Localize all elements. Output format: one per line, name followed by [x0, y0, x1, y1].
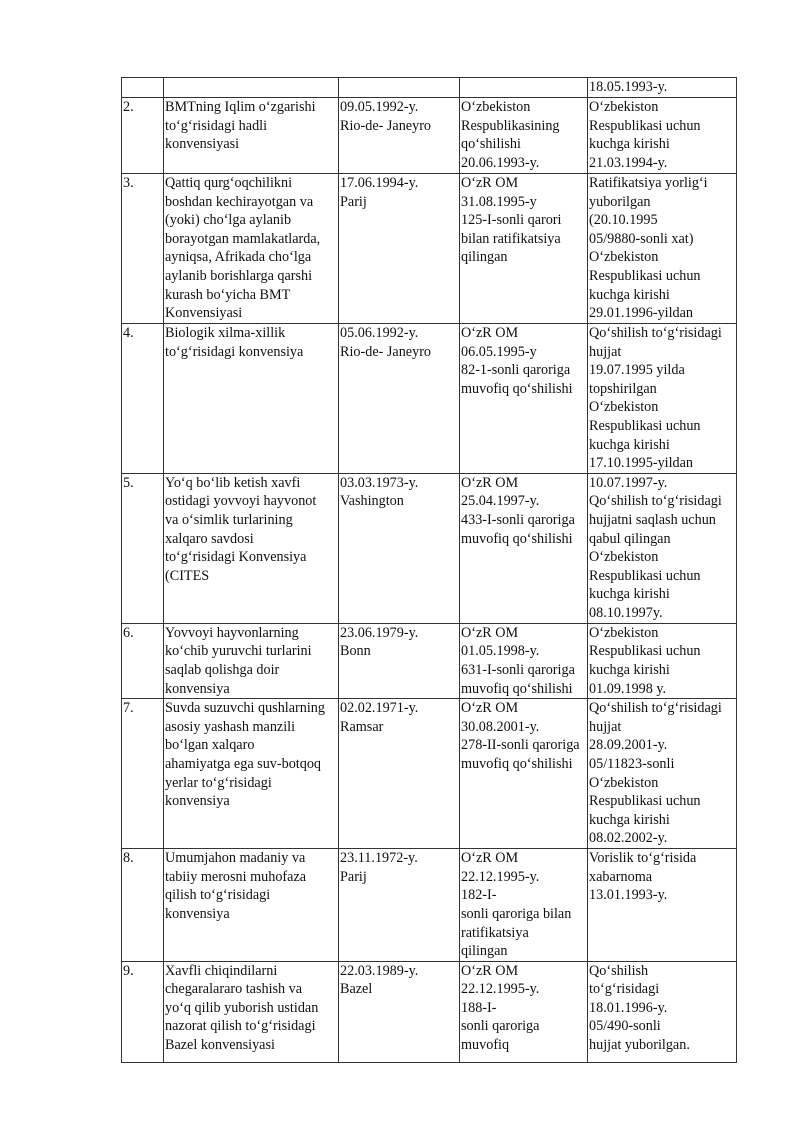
table-row: [122, 78, 737, 98]
convention-name: Xavfli chiqindilarni chegaralararo tashish va yo‘q qilib yuborish ustidan nazorat qilish to‘g‘risidagi Bazel konvensiyasi: [164, 961, 339, 1062]
ratification-info: [460, 78, 588, 98]
convention-name: BMTning Iqlim o‘zgarishi to‘g‘risidagi hadli konvensiyasi: [164, 98, 339, 174]
convention-name: Suvda suzuvchi qushlarning asosiy yashash manzili bo‘lgan xalqaro ahamiyatga ega suv-botqoq yerlar to‘g‘risidagi konvensiya: [164, 699, 339, 849]
conventions-table: [121, 77, 737, 1063]
table-row: [122, 473, 737, 623]
ratification-info: O‘zbekiston Respublikasining qo‘shilishi 20.06.1993-y.: [460, 98, 588, 174]
row-number: 8.: [122, 849, 164, 962]
convention-name: Biologik xilma-xillik to‘g‘risidagi konvensiya: [164, 324, 339, 474]
ratification-info: O‘zR OM 01.05.1998-y. 631-I-sonli qaroriga muvofiq qo‘shilishi: [460, 623, 588, 698]
entry-into-force: Qo‘shilish to‘g‘risidagi hujjat 19.07.1995 yilda topshirilgan O‘zbekiston Respublikasi uchun kuchga kirishi 17.10.1995-yildan: [588, 324, 737, 474]
date-place: 17.06.1994-y. Parij: [339, 174, 460, 324]
ratification-info: O‘zR OM 31.08.1995-y 125-I-sonli qarori bilan ratifikatsiya qilingan: [460, 174, 588, 324]
date-place: [339, 78, 460, 98]
entry-into-force: O‘zbekiston Respublikasi uchun kuchga kirishi 01.09.1998 y.: [588, 623, 737, 698]
convention-name: Umumjahon madaniy va tabiiy merosni muhofaza qilish to‘g‘risidagi konvensiya: [164, 849, 339, 962]
entry-into-force: Qo‘shilish to‘g‘risidagi 18.01.1996-y. 05/490-sonli hujjat yuborilgan.: [588, 961, 737, 1062]
date-place: 22.03.1989-y. Bazel: [339, 961, 460, 1062]
row-number: 4.: [122, 324, 164, 474]
table-row: [122, 623, 737, 698]
date-place: 05.06.1992-y. Rio-de- Janeyro: [339, 324, 460, 474]
row-number: 3.: [122, 174, 164, 324]
entry-into-force: O‘zbekiston Respublikasi uchun kuchga kirishi 21.03.1994-y.: [588, 98, 737, 174]
entry-into-force: Vorislik to‘g‘risida xabarnoma 13.01.1993-y.: [588, 849, 737, 962]
row-number: 9.: [122, 961, 164, 1062]
ratification-info: O‘zR OM 22.12.1995-y. 182-I- sonli qaroriga bilan ratifikatsiya qilingan: [460, 849, 588, 962]
entry-into-force: 18.05.1993-y.: [588, 78, 737, 98]
entry-into-force: Ratifikatsiya yorlig‘i yuborilgan (20.10.1995 05/9880-sonli xat) O‘zbekiston Respublikasi uchun kuchga kirishi 29.01.1996-yildan: [588, 174, 737, 324]
date-place: 23.11.1972-y. Parij: [339, 849, 460, 962]
row-number: 6.: [122, 623, 164, 698]
convention-name: Qattiq qurg‘oqchilikni boshdan kechirayotgan va (yoki) cho‘lga aylanib borayotgan mamlakatlarda, ayniqsa, Afrikada cho‘lga aylanib borishlarga qarshi kurash bo‘yicha BMT Konvensiyasi: [164, 174, 339, 324]
table-row: [122, 174, 737, 324]
date-place: 02.02.1971-y. Ramsar: [339, 699, 460, 849]
convention-name: [164, 78, 339, 98]
convention-name: Yovvoyi hayvonlarning ko‘chib yuruvchi turlarini saqlab qolishga doir konvensiya: [164, 623, 339, 698]
table-row: [122, 324, 737, 474]
row-number: 7.: [122, 699, 164, 849]
table-row: [122, 98, 737, 174]
table-row: [122, 699, 737, 849]
date-place: 09.05.1992-y. Rio-de- Janeyro: [339, 98, 460, 174]
ratification-info: O‘zR OM 30.08.2001-y. 278-II-sonli qaroriga muvofiq qo‘shilishi: [460, 699, 588, 849]
date-place: 23.06.1979-y. Bonn: [339, 623, 460, 698]
ratification-info: O‘zR OM 06.05.1995-y 82-1-sonli qaroriga muvofiq qo‘shilishi: [460, 324, 588, 474]
row-number: 5.: [122, 473, 164, 623]
ratification-info: O‘zR OM 22.12.1995-y. 188-I- sonli qaroriga muvofiq: [460, 961, 588, 1062]
row-number: [122, 78, 164, 98]
entry-into-force: 10.07.1997-y. Qo‘shilish to‘g‘risidagi hujjatni saqlash uchun qabul qilingan O‘zbekiston Respublikasi uchun kuchga kirishi 08.10.1997y.: [588, 473, 737, 623]
ratification-info: O‘zR OM 25.04.1997-y. 433-I-sonli qaroriga muvofiq qo‘shilishi: [460, 473, 588, 623]
row-number: 2.: [122, 98, 164, 174]
convention-name: Yo‘q bo‘lib ketish xavfi ostidagi yovvoyi hayvonot va o‘simlik turlarining xalqaro savdosi to‘g‘risidagi Konvensiya (CITES: [164, 473, 339, 623]
entry-into-force: Qo‘shilish to‘g‘risidagi hujjat 28.09.2001-y. 05/11823-sonli O‘zbekiston Respublikasi uchun kuchga kirishi 08.02.2002-y.: [588, 699, 737, 849]
date-place: 03.03.1973-y. Vashington: [339, 473, 460, 623]
table-row: [122, 961, 737, 1062]
table-row: [122, 849, 737, 962]
